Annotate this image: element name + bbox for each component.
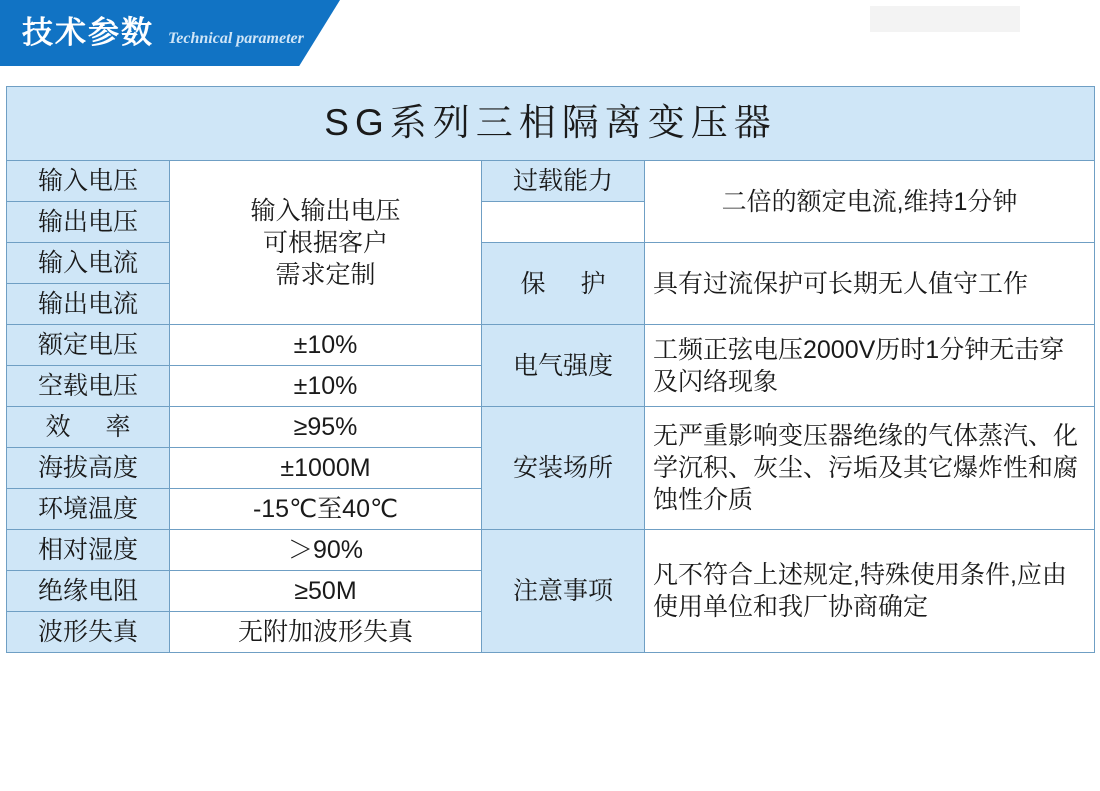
spec-table-container: [0, 66, 1100, 653]
row-value-overload: 二倍的额定电流,维持1分钟: [645, 161, 1095, 243]
spec-table: [6, 86, 1095, 653]
table-row: [7, 407, 1095, 448]
table-row: [7, 530, 1095, 571]
note-line: 需求定制: [275, 260, 376, 289]
row-value-altitude: ±1000M: [170, 448, 482, 489]
table-row: [7, 161, 1095, 202]
row-label-efficiency: 效 率: [7, 407, 170, 448]
row-value-efficiency: ≥95%: [170, 407, 482, 448]
row-label-dielectric-strength: 电气强度: [482, 325, 645, 407]
row-value-dielectric-strength: 工频正弦电压2000V历时1分钟无击穿及闪络现象: [645, 325, 1095, 407]
row-label-overload: 过载能力: [482, 161, 645, 202]
row-label-relative-humidity: 相对湿度: [7, 530, 170, 571]
note-line: 可根据客户: [262, 228, 388, 257]
row-label-rated-voltage: 额定电压: [7, 325, 170, 366]
row-value-ambient-temperature: -15℃至40℃: [170, 489, 482, 530]
table-row: [7, 325, 1095, 366]
row-value-protection: 具有过流保护可长期无人值守工作: [645, 243, 1095, 325]
row-label-protection: 保 护: [482, 243, 645, 325]
row-label-input-voltage: 输入电压: [7, 161, 170, 202]
row-value-relative-humidity: ＞90%: [170, 530, 482, 571]
row-label-insulation-resistance: 绝缘电阻: [7, 571, 170, 612]
merged-custom-note: [170, 161, 482, 325]
row-value-noload-voltage: ±10%: [170, 366, 482, 407]
row-value-rated-voltage: ±10%: [170, 325, 482, 366]
row-label-output-voltage: 输出电压: [7, 202, 170, 243]
banner-title-en: Technical parameter: [168, 30, 304, 47]
row-value-precautions: 凡不符合上述规定,特殊使用条件,应由使用单位和我厂协商确定: [645, 530, 1095, 653]
banner-title-cn: 技术参数: [22, 15, 154, 50]
row-label-installation-site: 安装场所: [482, 407, 645, 530]
row-value-installation-site: 无严重影响变压器绝缘的气体蒸汽、化学沉积、灰尘、污垢及其它爆炸性和腐蚀性介质: [645, 407, 1095, 530]
banner-text-group: [0, 0, 304, 66]
row-label-waveform-distortion: 波形失真: [7, 612, 170, 653]
table-title: SG系列三相隔离变压器: [7, 87, 1095, 161]
row-label-altitude: 海拔高度: [7, 448, 170, 489]
row-label-ambient-temperature: 环境温度: [7, 489, 170, 530]
row-label-input-current: 输入电流: [7, 243, 170, 284]
row-value-insulation-resistance: ≥50M: [170, 571, 482, 612]
table-row: [7, 87, 1095, 161]
row-value-waveform-distortion: 无附加波形失真: [170, 612, 482, 653]
row-label-output-current: 输出电流: [7, 284, 170, 325]
header-decoration: [870, 6, 1020, 32]
page-header-banner: [0, 0, 1100, 66]
row-label-noload-voltage: 空载电压: [7, 366, 170, 407]
note-line: 输入输出电压: [250, 196, 401, 225]
row-label-precautions: 注意事项: [482, 530, 645, 653]
